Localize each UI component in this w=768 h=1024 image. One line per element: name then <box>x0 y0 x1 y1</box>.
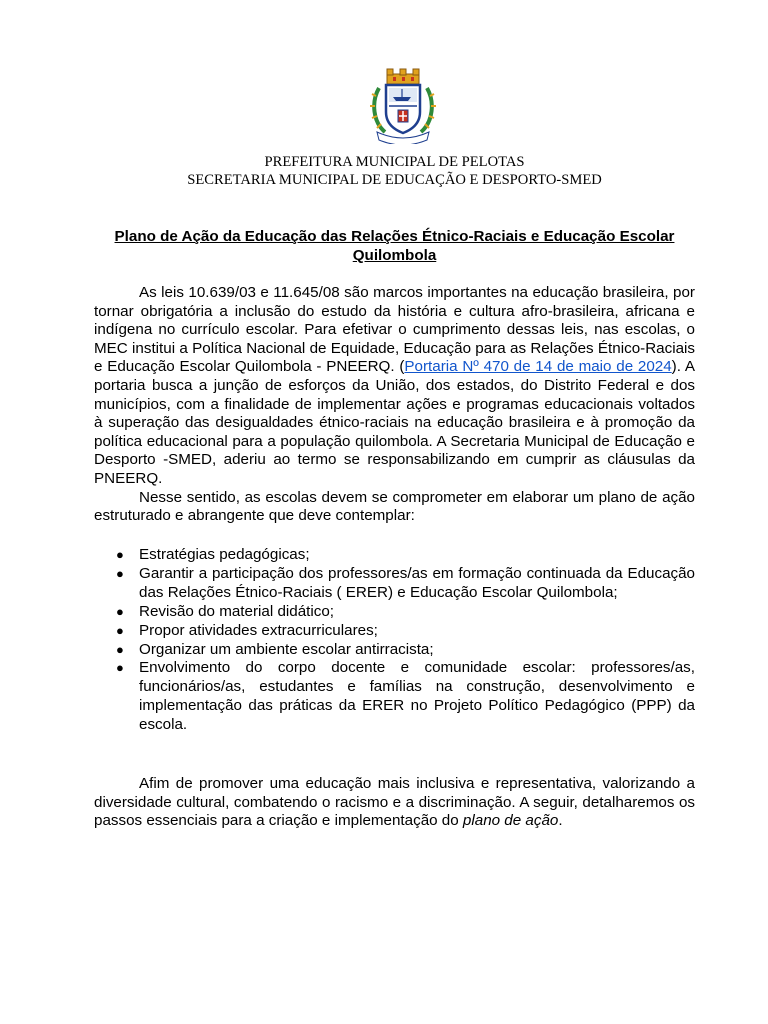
list-item-text: Revisão do material didático; <box>139 602 335 620</box>
paragraph-laws-text-continued: ). A portaria busca a junção de esforços da União, dos estados, do Distrito Federal e dos municípios, com a finalidade de implementar ações e programas educacionais voltados à superação das desigualdades étnico-raciais na educação brasileira e à promoção da política educacional para a população quilombola. A Secretaria Municipal de Educação e Desporto -SMED, aderiu ao termo se responsabilizando em cumprir as cláusulas da PNEERQ. <box>94 358 695 487</box>
list-item <box>94 565 695 603</box>
paragraph-closing-text: Afim de promover uma educação mais inclusiva e representativa, valorizando a diversidade cultural, combatendo o racismo e a discriminação. A seguir, detalharemos os passos essenciais para a criação e implementação do <box>94 775 695 830</box>
bullet-icon: ● <box>116 603 124 619</box>
header-line-secretaria: SECRETARIA MUNICIPAL DE EDUCAÇÃO E DESPORTO-SMED <box>187 171 602 188</box>
bullet-icon: ● <box>116 565 124 581</box>
document-title: Plano de Ação da Educação das Relações Étnico-Raciais e Educação Escolar Quilombola <box>114 228 675 264</box>
action-plan-list <box>94 546 695 735</box>
list-item <box>94 641 695 660</box>
intro-section <box>94 284 695 526</box>
portaria-link[interactable]: Portaria Nº 470 de 14 de maio de 2024 <box>404 358 672 376</box>
list-item <box>94 603 695 622</box>
paragraph-closing <box>94 775 695 831</box>
paragraph-laws <box>94 284 695 489</box>
list-item-text: Estratégias pedagógicas; <box>139 546 310 563</box>
plano-de-acao-emphasis: plano de ação <box>462 812 559 830</box>
list-item <box>94 622 695 641</box>
closing-section <box>94 775 695 831</box>
bullet-icon: ● <box>116 622 124 638</box>
coat-of-arms-icon <box>369 66 437 144</box>
paragraph-schools: Nesse sentido, as escolas devem se comprometer em elaborar um plano de ação estruturado e abrangente que deve contemplar: <box>94 488 695 525</box>
bullet-icon: ● <box>116 547 124 562</box>
list-item <box>94 546 695 565</box>
paragraph-laws-text: As leis 10.639/03 e 11.645/08 são marcos importantes na educação brasileira, por tornar obrigatória a inclusão do estudo da história e cultura afro-brasileira, africana e indígena no currículo escolar. Para efetivar o cumprimento dessas leis, nas escolas, o MEC institui a Política Nacional de Equidade, Educação para as Relações Étnico-Raciais e Educação Escolar Quilombola - PNEERQ. ( <box>94 284 695 376</box>
bullet-icon: ● <box>116 641 124 657</box>
list-item-text: Garantir a participação dos professores/as em formação continuada da Educação das Relações Étnico-Raciais ( ERER) e Educação Escolar Quilombola; <box>139 564 695 601</box>
institution-header <box>94 154 695 189</box>
bullet-icon: ● <box>116 660 124 676</box>
header-line-prefeitura: PREFEITURA MUNICIPAL DE PELOTAS <box>264 154 525 170</box>
list-item-text: Envolvimento do corpo docente e comunidade escolar: professores/as, funcionários/as, estudantes e famílias na construção, desenvolvimento e implementação das práticas da ERER no Projeto Político Pedagógico (PPP) da escola. <box>139 659 695 734</box>
list-item-text: Organizar um ambiente escolar antirracista; <box>139 640 434 658</box>
list-item-text: Propor atividades extracurriculares; <box>139 621 378 639</box>
list-item <box>94 659 695 735</box>
paragraph-closing-end: . <box>558 812 563 830</box>
